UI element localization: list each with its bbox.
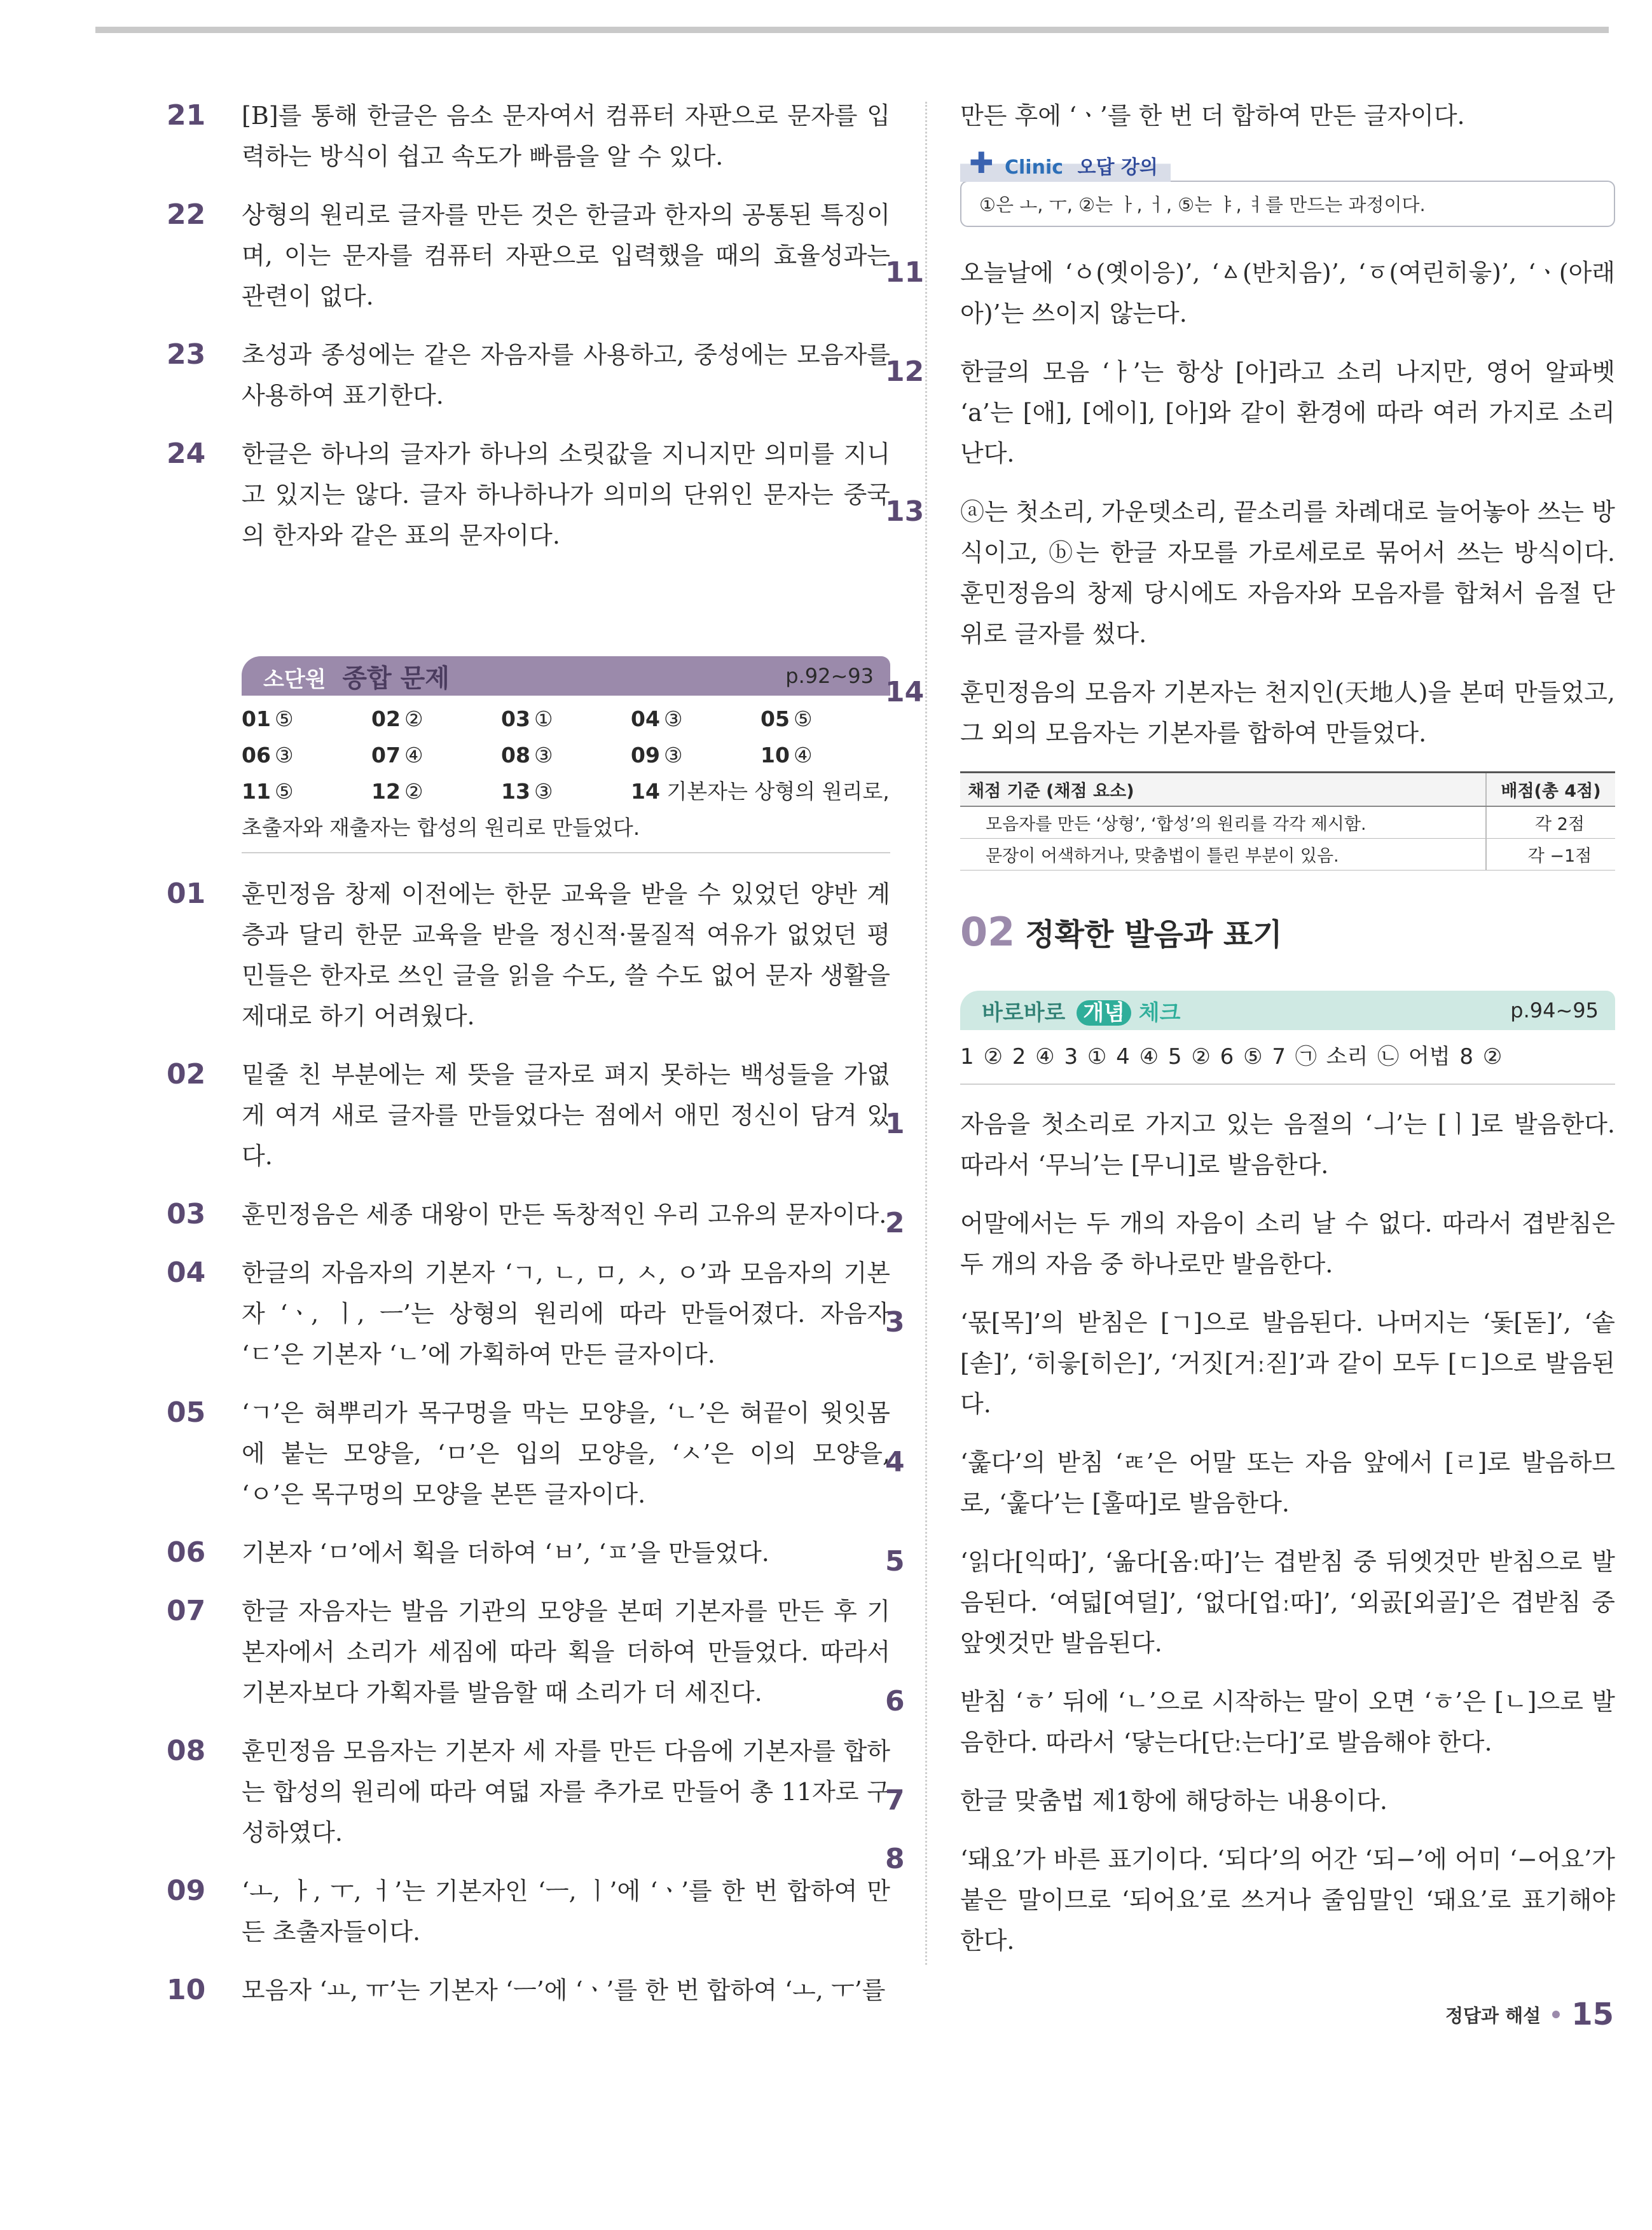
list-item (167, 1253, 890, 1375)
score-table-header (960, 773, 1615, 807)
score-table-body (960, 806, 1615, 871)
list-item (167, 1871, 890, 1952)
concept-items (885, 1104, 1615, 1961)
concept-check-pages: p.94~95 (1510, 998, 1599, 1022)
clinic-box (960, 146, 1615, 227)
list-item (885, 1681, 1615, 1763)
item-text: 초성과 종성에는 같은 자음자를 사용하고, 중성에는 모음자를 사용하여 표기한다. (242, 341, 890, 410)
list-item (167, 1054, 890, 1176)
concept-check-title (982, 995, 1180, 1026)
item-text: ‘돼요’가 바른 표기이다. ‘되다’의 어간 ‘되−’에 어미 ‘−어요’가 붙은 말이므로 ‘되어요’로 쓰거나 줄임말인 ‘돼요’로 표기해야 한다. (960, 1845, 1615, 1955)
answer-number: 01 (242, 706, 271, 731)
answer-number: 05 (761, 706, 790, 731)
item-number: 09 (167, 1875, 206, 1907)
section-02-heading (960, 909, 1615, 955)
list-item (885, 492, 1615, 654)
item-text: 오늘날에 ‘ㆁ(옛이응)’, ‘ㅿ(반치음)’, ‘ㆆ(여린히읗)’, ‘ㆍ(아래아)’는 쓰이지 않는다. (960, 259, 1615, 327)
item-number: 01 (167, 878, 206, 910)
item-text: 한글의 모음 ‘ㅏ’는 항상 [아]라고 소리 나지만, 영어 알파벳 ‘a’는 [애], [에이], [아]와 같이 환경에 따라 여러 가지로 소리 난다. (960, 358, 1615, 467)
item-10-continuation: 만든 후에 ‘ㆍ’를 한 번 더 합하여 만든 글자이다. (960, 102, 1465, 130)
item-text: 훈민정음 창제 이전에는 한문 교육을 받을 수 있었던 양반 계층과 달리 한문 교육을 받을 정신적·물질적 여유가 없었던 평민들은 한자로 쓰인 글을 읽을 수도, 쓸 수도 없어 문자 생활을 제대로 하기 어려웠다. (242, 880, 890, 1030)
clinic-tag-ko: 오답 강의 (1077, 156, 1158, 179)
answer-cell (242, 701, 371, 737)
list-item (885, 1839, 1615, 1961)
answer-number: 04 (631, 706, 660, 731)
unit-review-answers (242, 696, 890, 853)
unit-review-title (263, 658, 450, 694)
score-criteria: 문장이 어색하거나, 맞춤법이 틀린 부분이 있음. (960, 839, 1486, 871)
unit-review-heading: 종합 문제 (342, 663, 450, 693)
score-header-points: 배점(총 4점) (1486, 773, 1615, 807)
answer-value: ③ (533, 743, 553, 767)
item-text: ‘몫[목]’의 받침은 [ㄱ]으로 발음된다. 나머지는 ‘돛[돋]’, ‘솥[솓]’, ‘히읗[히은]’, ‘거짓[거ː짇]’과 같이 모두 [ㄷ]으로 발음된다. (960, 1309, 1615, 1418)
right-column (885, 95, 1615, 1979)
item-number: 22 (167, 198, 206, 231)
item-text: ‘ㄱ’은 혀뿌리가 목구멍을 막는 모양을, ‘ㄴ’은 혀끝이 윗잇몸에 붙는 모양을, ‘ㅁ’은 입의 모양을, ‘ㅅ’은 이의 모양을, ‘ㅇ’은 목구멍의 모양을 본뜬 글자이다. (242, 1399, 890, 1508)
item-text: 모음자 ‘ㅛ, ㅠ’는 기본자 ‘ㅡ’에 ‘ㆍ’를 한 번 합하여 ‘ㅗ, ㅜ’를 (242, 1976, 886, 2004)
answer-cell (242, 737, 371, 773)
item-number: 14 (885, 676, 925, 708)
list-item (167, 1194, 890, 1235)
section-02-title: 정확한 발음과 표기 (1025, 917, 1283, 953)
answer-number: 10 (761, 743, 790, 767)
page-number: 15 (1571, 1997, 1614, 2032)
list-item (167, 1532, 890, 1573)
answer-value: ④ (404, 743, 423, 767)
answer-value: ③ (533, 779, 553, 804)
answer-number: 13 (501, 779, 530, 804)
list-item (167, 195, 890, 317)
unit-review-label: 소단원 (263, 666, 326, 692)
item-number: 5 (885, 1545, 905, 1578)
concept-check-bar (960, 991, 1615, 1030)
list-item (885, 1541, 1615, 1663)
score-table (960, 771, 1615, 871)
list-item (885, 1104, 1615, 1185)
item-text: 밑줄 친 부분에는 제 뜻을 글자로 펴지 못하는 백성들을 가엾게 여겨 새로 글자를 만들었다는 점에서 애민 정신이 담겨 있다. (242, 1061, 890, 1170)
item-text: 훈민정음의 모음자 기본자는 천지인(天地人)을 본떠 만들었고, 그 외의 모음자는 기본자를 합하여 만들었다. (960, 678, 1615, 747)
answer-value: ③ (663, 743, 683, 767)
clinic-tag (960, 146, 1171, 182)
score-criteria: 모음자를 만든 ‘상형’, ‘합성’의 원리를 각각 제시함. (960, 806, 1486, 839)
score-points: 각 −1점 (1486, 839, 1615, 871)
answer-value: ③ (663, 706, 683, 731)
answer-cell (371, 737, 501, 773)
item-text: 상형의 원리로 글자를 만든 것은 한글과 한자의 공통된 특징이며, 이는 문자를 컴퓨터 자판으로 입력했을 때의 효율성과는 관련이 없다. (242, 201, 890, 310)
answer-number: 06 (242, 743, 271, 767)
concept-check-title-a: 개념 (1077, 1000, 1131, 1026)
plus-icon: ✚ (969, 146, 994, 180)
answer-cell (761, 701, 890, 737)
list-item (885, 252, 1615, 334)
item-number: 08 (167, 1735, 206, 1767)
list-item (167, 1970, 890, 2011)
list-item (167, 334, 890, 416)
section-02-number: 02 (960, 909, 1015, 955)
answer-value: ② (404, 779, 423, 804)
footer-label: 정답과 해설 (1445, 2004, 1541, 2027)
item-text: ‘훑다’의 받침 ‘ㄾ’은 어말 또는 자음 앞에서 [ㄹ]로 발음하므로, ‘훑다’는 [훌따]로 발음한다. (960, 1449, 1615, 1517)
item-text: 한글의 자음자의 기본자 ‘ㄱ, ㄴ, ㅁ, ㅅ, ㅇ’과 모음자의 기본자 ‘ㆍ, ㅣ, ㅡ’는 상형의 원리에 따라 만들어졌다. 자음자 ‘ㄷ’은 기본자 ‘ㄴ’에 가획하여 만든 글자이다. (242, 1259, 890, 1368)
score-points: 각 2점 (1486, 806, 1615, 839)
item-number: 03 (167, 1198, 206, 1230)
item-number: 02 (167, 1058, 206, 1091)
item-number: 23 (167, 338, 206, 371)
item-text: 자음을 첫소리로 가지고 있는 음절의 ‘ㅢ’는 [ㅣ]로 발음한다. 따라서 ‘무늬’는 [무니]로 발음한다. (960, 1110, 1615, 1179)
answer-cell (501, 701, 631, 737)
answer-14 (631, 773, 890, 809)
clinic-tag-en: Clinic (1005, 156, 1064, 179)
item-number: 2 (885, 1207, 905, 1239)
item-number: 24 (167, 437, 206, 470)
answer-cell (242, 773, 371, 809)
list-item (885, 1203, 1615, 1284)
list-item (885, 1442, 1615, 1524)
item-number: 13 (885, 495, 925, 528)
score-header-criteria: 채점 기준 (채점 요소) (960, 773, 1486, 807)
concept-check-label: 바로바로 (982, 1000, 1066, 1026)
table-row (960, 806, 1615, 839)
clinic-text: ①은 ㅗ, ㅜ, ②는 ㅏ, ㅓ, ⑤는 ㅑ, ㅕ를 만드는 과정이다. (960, 181, 1615, 227)
left-top-items (167, 95, 890, 556)
unit-review-pages: p.92~93 (785, 664, 874, 688)
item-text: 한글 맞춤법 제1항에 해당하는 내용이다. (960, 1787, 1387, 1815)
concept-check-title-b: 체크 (1138, 1000, 1181, 1026)
answer-number: 11 (242, 779, 271, 804)
top-rule (95, 27, 1609, 33)
item-text: 받침 ‘ㅎ’ 뒤에 ‘ㄴ’으로 시작하는 말이 오면 ‘ㅎ’은 [ㄴ]으로 발음한다. 따라서 ‘닿는다[단ː는다]’로 발음해야 한다. (960, 1688, 1615, 1756)
answer-number: 03 (501, 706, 530, 731)
unit-review-bar (242, 656, 890, 696)
list-item (885, 672, 1615, 754)
answer-cell (631, 701, 761, 737)
item-text: ‘ㅗ, ㅏ, ㅜ, ㅓ’는 기본자인 ‘ㅡ, ㅣ’에 ‘ㆍ’를 한 번 합하여 만든 초출자들이다. (242, 1877, 890, 1946)
item-text: 한글 자음자는 발음 기관의 모양을 본떠 기본자를 만든 후 기본자에서 소리가 세짐에 따라 획을 더하여 만들었다. 따라서 기본자보다 가획자를 발음할 때 소리가 더 세진다. (242, 1597, 890, 1707)
list-item (167, 1393, 890, 1515)
right-items (885, 252, 1615, 754)
table-row (960, 839, 1615, 871)
item-text: [B]를 통해 한글은 음소 문자여서 컴퓨터 자판으로 문자를 입력하는 방식이 쉽고 속도가 빠름을 알 수 있다. (242, 102, 890, 170)
left-column (167, 95, 890, 2028)
answer-number: 07 (371, 743, 401, 767)
answer-number: 12 (371, 779, 401, 804)
answer-14-number: 14 (631, 779, 660, 804)
item-number: 6 (885, 1685, 905, 1717)
item-number: 3 (885, 1306, 905, 1339)
answer-value: ③ (274, 743, 294, 767)
item-text: 어말에서는 두 개의 자음이 소리 날 수 없다. 따라서 겹받침은 두 개의 자음 중 하나로만 발음한다. (960, 1209, 1615, 1278)
answer-cell (761, 737, 890, 773)
list-item (167, 1731, 890, 1853)
answer-cell (631, 737, 761, 773)
answer-value: ⑤ (274, 706, 294, 731)
list-item (167, 434, 890, 556)
concept-check-answers: 1 ② 2 ④ 3 ① 4 ④ 5 ② 6 ⑤ 7 ㉠ 소리 ㉡ 어법 8 ② (960, 1030, 1615, 1085)
item-number: 06 (167, 1536, 206, 1569)
answer-number: 08 (501, 743, 530, 767)
item-text: 훈민정음은 세종 대왕이 만든 독창적인 우리 고유의 문자이다. (242, 1201, 887, 1229)
left-bottom-items (167, 874, 890, 2011)
footer-dot (1552, 2011, 1560, 2018)
item-text: 한글은 하나의 글자가 하나의 소릿값을 지니지만 의미를 지니고 있지는 않다. 글자 하나하나가 의미의 단위인 문자는 중국의 한자와 같은 표의 문자이다. (242, 440, 890, 549)
item-number: 11 (885, 256, 925, 289)
answer-number: 09 (631, 743, 660, 767)
answer-value: ① (533, 706, 553, 731)
item-number: 12 (885, 355, 925, 388)
item-text: 기본자 ‘ㅁ’에서 획을 더하여 ‘ㅂ’, ‘ㅍ’을 만들었다. (242, 1539, 769, 1567)
answer-value: ④ (793, 743, 813, 767)
item-text: ‘읽다[익따]’, ‘옮다[옴ː따]’는 겹받침 중 뒤엣것만 받침으로 발음된다. ‘여덟[여덜]’, ‘없다[업ː따]’, ‘외곬[외골]’은 겹받침 중 앞엣것만 발음된다. (960, 1548, 1615, 1657)
item-number: 7 (885, 1784, 905, 1817)
list-item (167, 874, 890, 1036)
list-item (167, 1591, 890, 1713)
answer-cell (371, 701, 501, 737)
item-number: 10 (167, 1974, 206, 2006)
item-number: 21 (167, 99, 206, 132)
answer-cell (501, 737, 631, 773)
item-number: 1 (885, 1108, 905, 1140)
answer-value: ② (404, 706, 423, 731)
page-footer (1445, 1997, 1614, 2032)
answer-14-continuation: 초출자와 재출자는 합성의 원리로 만들었다. (242, 815, 640, 840)
answer-number: 02 (371, 706, 401, 731)
answer-value: ⑤ (793, 706, 813, 731)
answer-cell (501, 773, 631, 809)
item-number: 07 (167, 1595, 206, 1627)
item-text: 훈민정음 모음자는 기본자 세 자를 만든 다음에 기본자를 합하는 합성의 원리에 따라 여덟 자를 추가로 만들어 총 11자로 구성하였다. (242, 1737, 890, 1847)
list-item (885, 1302, 1615, 1424)
answer-cell (371, 773, 501, 809)
list-item (167, 95, 890, 177)
item-number: 8 (885, 1843, 905, 1875)
list-item (885, 352, 1615, 474)
answer-14-text: 기본자는 상형의 원리로, (666, 779, 890, 804)
list-item (885, 1780, 1615, 1821)
item-number: 05 (167, 1396, 206, 1429)
answer-value: ⑤ (274, 779, 294, 804)
item-text: ⓐ는 첫소리, 가운뎃소리, 끝소리를 차례대로 늘어놓아 쓰는 방식이고, ⓑ는 한글 자모를 가로세로로 묶어서 쓰는 방식이다. 훈민정음의 창제 당시에도 자음자와 모음자를 합쳐서 음절 단위로 글자를 썼다. (960, 498, 1615, 648)
item-number: 04 (167, 1256, 206, 1289)
item-number: 4 (885, 1446, 905, 1478)
